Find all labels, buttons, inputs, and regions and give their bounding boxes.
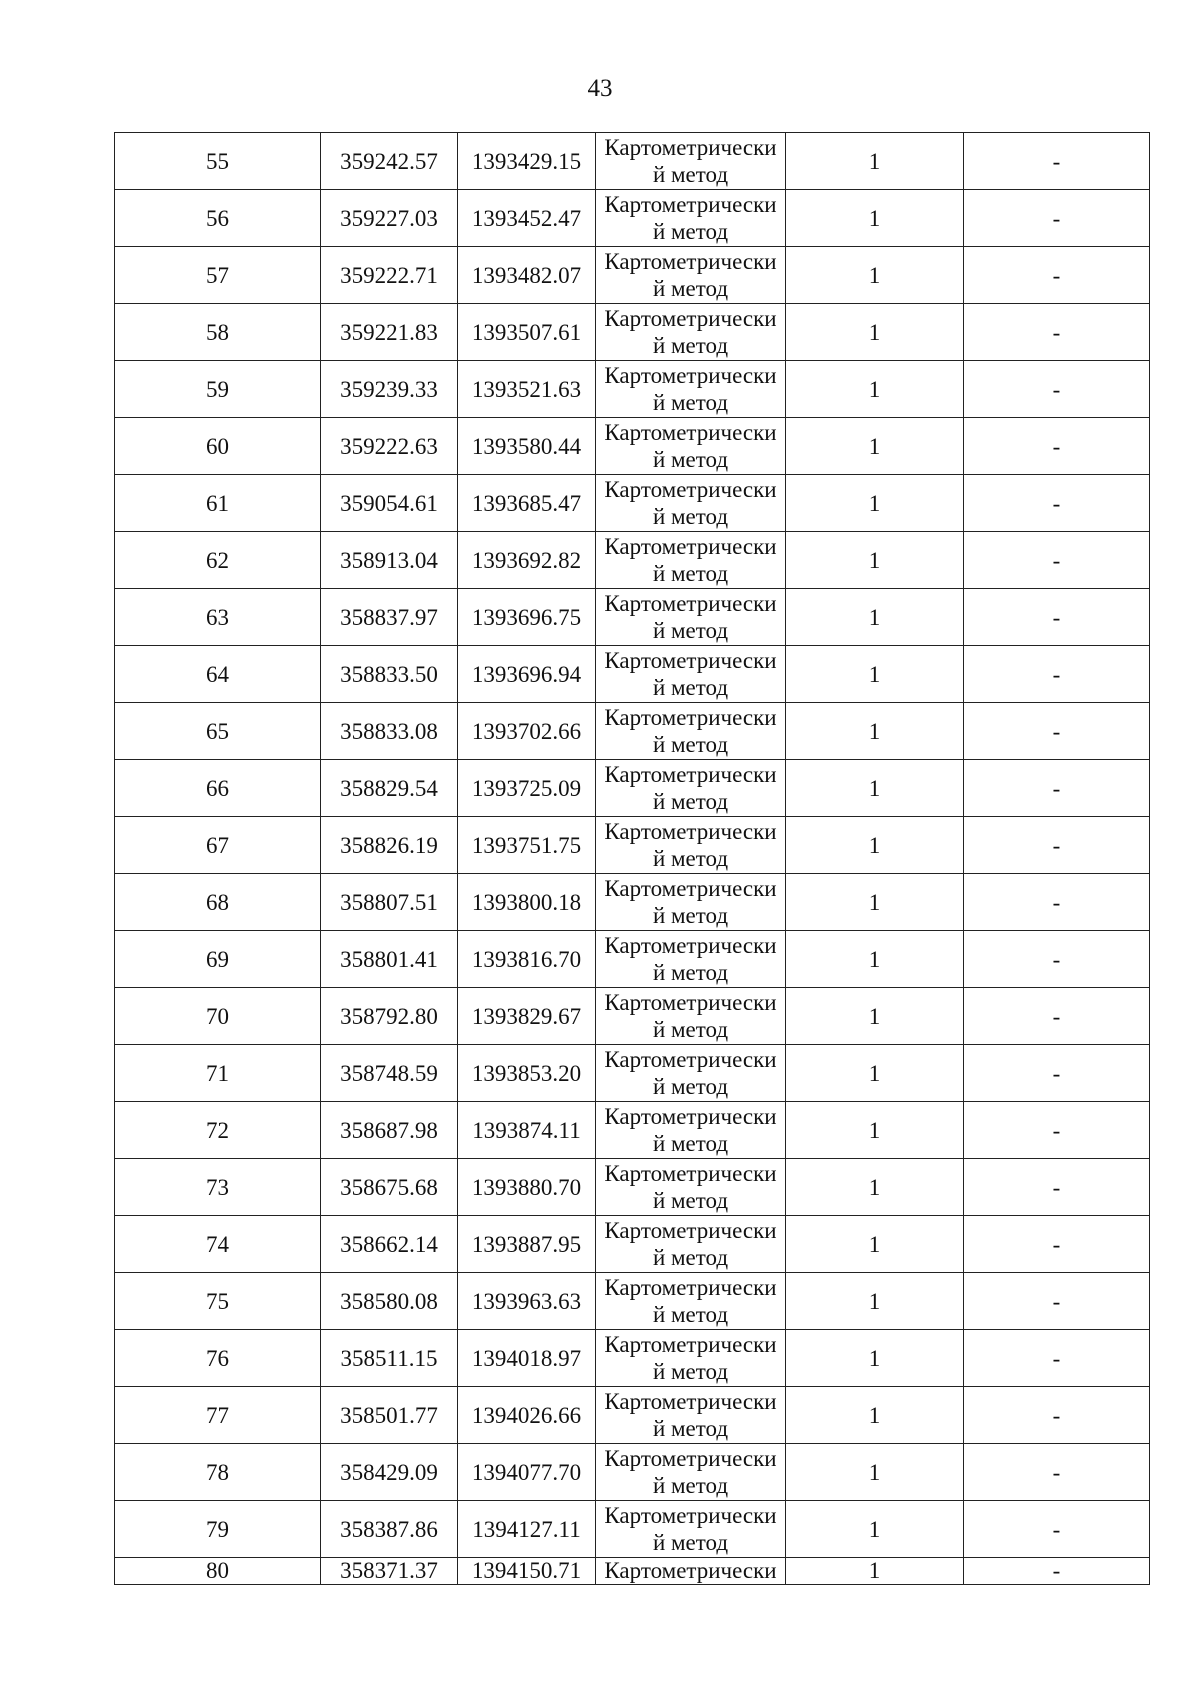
method-line-2: й метод xyxy=(652,1530,729,1555)
point-number-cell: 78 xyxy=(115,1444,321,1501)
accuracy-cell: 1 xyxy=(786,133,964,190)
point-number-cell: 60 xyxy=(115,418,321,475)
y-coordinate-cell: 1393751.75 xyxy=(458,817,596,874)
accuracy-cell: 1 xyxy=(786,931,964,988)
method-line-2: й метод xyxy=(652,1188,729,1213)
point-number-cell: 65 xyxy=(115,703,321,760)
accuracy-cell: 1 xyxy=(786,589,964,646)
method-line-1: Картометрически xyxy=(604,306,777,331)
description-cell: - xyxy=(964,532,1150,589)
description-cell: - xyxy=(964,190,1150,247)
table-row xyxy=(115,418,1150,475)
point-number-cell: 71 xyxy=(115,1045,321,1102)
method-line-2: й метод xyxy=(652,561,729,586)
point-number-cell: 67 xyxy=(115,817,321,874)
method-line-1: Картометрически xyxy=(604,534,777,559)
x-coordinate-cell: 358826.19 xyxy=(321,817,458,874)
method-cell xyxy=(596,133,786,190)
point-number-cell: 70 xyxy=(115,988,321,1045)
y-coordinate-cell: 1393880.70 xyxy=(458,1159,596,1216)
accuracy-cell: 1 xyxy=(786,646,964,703)
x-coordinate-cell: 358913.04 xyxy=(321,532,458,589)
accuracy-cell: 1 xyxy=(786,247,964,304)
x-coordinate-cell: 358837.97 xyxy=(321,589,458,646)
method-cell xyxy=(596,1216,786,1273)
method-line-2: й метод xyxy=(652,1416,729,1441)
x-coordinate-cell: 359221.83 xyxy=(321,304,458,361)
method-line-1: Картометрически xyxy=(604,705,777,730)
method-line-1: Картометрически xyxy=(604,648,777,673)
description-cell: - xyxy=(964,1330,1150,1387)
method-line-1: Картометрически xyxy=(604,1558,777,1583)
x-coordinate-cell: 358792.80 xyxy=(321,988,458,1045)
x-coordinate-cell: 358833.08 xyxy=(321,703,458,760)
accuracy-cell: 1 xyxy=(786,760,964,817)
y-coordinate-cell: 1393482.07 xyxy=(458,247,596,304)
method-line-2: й метод xyxy=(652,504,729,529)
x-coordinate-cell: 359227.03 xyxy=(321,190,458,247)
x-coordinate-cell: 358807.51 xyxy=(321,874,458,931)
method-cell xyxy=(596,1558,786,1585)
method-cell xyxy=(596,817,786,874)
table-row xyxy=(115,190,1150,247)
y-coordinate-cell: 1393521.63 xyxy=(458,361,596,418)
description-cell: - xyxy=(964,1102,1150,1159)
method-cell xyxy=(596,1159,786,1216)
description-cell: - xyxy=(964,1558,1150,1585)
method-line-2: й метод xyxy=(652,903,729,928)
point-number-cell: 58 xyxy=(115,304,321,361)
table-row xyxy=(115,703,1150,760)
method-line-2: й метод xyxy=(652,732,729,757)
method-line-2: й метод xyxy=(652,219,729,244)
point-number-cell: 73 xyxy=(115,1159,321,1216)
table-row xyxy=(115,1159,1150,1216)
y-coordinate-cell: 1393696.94 xyxy=(458,646,596,703)
method-cell xyxy=(596,1387,786,1444)
method-cell xyxy=(596,1102,786,1159)
accuracy-cell: 1 xyxy=(786,1558,964,1585)
table-row xyxy=(115,1387,1150,1444)
accuracy-cell: 1 xyxy=(786,304,964,361)
description-cell: - xyxy=(964,703,1150,760)
y-coordinate-cell: 1394077.70 xyxy=(458,1444,596,1501)
table-row xyxy=(115,817,1150,874)
description-cell: - xyxy=(964,361,1150,418)
description-cell: - xyxy=(964,874,1150,931)
y-coordinate-cell: 1393874.11 xyxy=(458,1102,596,1159)
point-number-cell: 68 xyxy=(115,874,321,931)
point-number-cell: 76 xyxy=(115,1330,321,1387)
x-coordinate-cell: 358429.09 xyxy=(321,1444,458,1501)
table-row xyxy=(115,589,1150,646)
description-cell: - xyxy=(964,133,1150,190)
coordinates-table-body xyxy=(115,133,1150,1585)
method-cell xyxy=(596,304,786,361)
point-number-cell: 61 xyxy=(115,475,321,532)
accuracy-cell: 1 xyxy=(786,190,964,247)
table-row xyxy=(115,760,1150,817)
description-cell: - xyxy=(964,817,1150,874)
description-cell: - xyxy=(964,646,1150,703)
y-coordinate-cell: 1393429.15 xyxy=(458,133,596,190)
point-number-cell: 80 xyxy=(115,1558,321,1585)
y-coordinate-cell: 1394127.11 xyxy=(458,1501,596,1558)
method-line-1: Картометрически xyxy=(604,249,777,274)
point-number-cell: 79 xyxy=(115,1501,321,1558)
y-coordinate-cell: 1393685.47 xyxy=(458,475,596,532)
method-line-2: й метод xyxy=(652,390,729,415)
point-number-cell: 55 xyxy=(115,133,321,190)
method-line-1: Картометрически xyxy=(604,876,777,901)
method-line-2: й метод xyxy=(652,1245,729,1270)
accuracy-cell: 1 xyxy=(786,988,964,1045)
y-coordinate-cell: 1393452.47 xyxy=(458,190,596,247)
description-cell: - xyxy=(964,1045,1150,1102)
table-row xyxy=(115,1045,1150,1102)
method-line-1: Картометрически xyxy=(604,1446,777,1471)
x-coordinate-cell: 358662.14 xyxy=(321,1216,458,1273)
point-number-cell: 72 xyxy=(115,1102,321,1159)
description-cell: - xyxy=(964,418,1150,475)
method-cell xyxy=(596,1501,786,1558)
table-row xyxy=(115,532,1150,589)
accuracy-cell: 1 xyxy=(786,532,964,589)
y-coordinate-cell: 1394026.66 xyxy=(458,1387,596,1444)
table-row xyxy=(115,1558,1150,1585)
x-coordinate-cell: 359222.71 xyxy=(321,247,458,304)
y-coordinate-cell: 1393816.70 xyxy=(458,931,596,988)
accuracy-cell: 1 xyxy=(786,1330,964,1387)
point-number-cell: 64 xyxy=(115,646,321,703)
method-cell xyxy=(596,190,786,247)
x-coordinate-cell: 359239.33 xyxy=(321,361,458,418)
accuracy-cell: 1 xyxy=(786,1102,964,1159)
accuracy-cell: 1 xyxy=(786,475,964,532)
y-coordinate-cell: 1394150.71 xyxy=(458,1558,596,1585)
method-cell xyxy=(596,361,786,418)
method-cell xyxy=(596,703,786,760)
x-coordinate-cell: 359242.57 xyxy=(321,133,458,190)
method-line-1: Картометрически xyxy=(604,420,777,445)
table-row xyxy=(115,361,1150,418)
method-cell xyxy=(596,1330,786,1387)
y-coordinate-cell: 1393829.67 xyxy=(458,988,596,1045)
method-cell xyxy=(596,418,786,475)
accuracy-cell: 1 xyxy=(786,1273,964,1330)
table-row xyxy=(115,247,1150,304)
method-cell xyxy=(596,1045,786,1102)
description-cell: - xyxy=(964,1444,1150,1501)
y-coordinate-cell: 1393692.82 xyxy=(458,532,596,589)
description-cell: - xyxy=(964,988,1150,1045)
accuracy-cell: 1 xyxy=(786,1159,964,1216)
description-cell: - xyxy=(964,1387,1150,1444)
method-line-2: й метод xyxy=(652,447,729,472)
method-cell xyxy=(596,874,786,931)
table-row xyxy=(115,475,1150,532)
page-number: 43 xyxy=(587,75,613,102)
x-coordinate-cell: 358829.54 xyxy=(321,760,458,817)
method-cell xyxy=(596,1444,786,1501)
method-cell xyxy=(596,760,786,817)
method-line-1: Картометрически xyxy=(604,1161,777,1186)
description-cell: - xyxy=(964,589,1150,646)
method-line-2: й метод xyxy=(652,1131,729,1156)
method-line-2: й метод xyxy=(652,789,729,814)
method-cell xyxy=(596,475,786,532)
accuracy-cell: 1 xyxy=(786,874,964,931)
method-cell xyxy=(596,247,786,304)
point-number-cell: 62 xyxy=(115,532,321,589)
method-line-2: й метод xyxy=(652,162,729,187)
table-row xyxy=(115,304,1150,361)
y-coordinate-cell: 1393887.95 xyxy=(458,1216,596,1273)
y-coordinate-cell: 1393853.20 xyxy=(458,1045,596,1102)
method-line-1: Картометрически xyxy=(604,135,777,160)
accuracy-cell: 1 xyxy=(786,1501,964,1558)
description-cell: - xyxy=(964,1501,1150,1558)
point-number-cell: 66 xyxy=(115,760,321,817)
y-coordinate-cell: 1393507.61 xyxy=(458,304,596,361)
x-coordinate-cell: 358801.41 xyxy=(321,931,458,988)
method-line-2: й метод xyxy=(652,1302,729,1327)
method-line-1: Картометрически xyxy=(604,819,777,844)
method-cell xyxy=(596,1273,786,1330)
method-line-1: Картометрически xyxy=(604,1332,777,1357)
method-line-1: Картометрически xyxy=(604,762,777,787)
point-number-cell: 74 xyxy=(115,1216,321,1273)
x-coordinate-cell: 358387.86 xyxy=(321,1501,458,1558)
method-line-1: Картометрически xyxy=(604,990,777,1015)
description-cell: - xyxy=(964,760,1150,817)
method-line-2: й метод xyxy=(652,618,729,643)
y-coordinate-cell: 1393702.66 xyxy=(458,703,596,760)
table-row xyxy=(115,988,1150,1045)
description-cell: - xyxy=(964,247,1150,304)
method-line-2: й метод xyxy=(652,333,729,358)
point-number-cell: 69 xyxy=(115,931,321,988)
method-line-1: Картометрически xyxy=(604,363,777,388)
method-line-2: й метод xyxy=(652,1473,729,1498)
accuracy-cell: 1 xyxy=(786,418,964,475)
x-coordinate-cell: 358748.59 xyxy=(321,1045,458,1102)
y-coordinate-cell: 1393800.18 xyxy=(458,874,596,931)
x-coordinate-cell: 358687.98 xyxy=(321,1102,458,1159)
method-line-2: й метод xyxy=(652,1017,729,1042)
method-line-2: й метод xyxy=(652,1074,729,1099)
table-row xyxy=(115,1501,1150,1558)
table-row xyxy=(115,874,1150,931)
method-cell xyxy=(596,532,786,589)
description-cell: - xyxy=(964,1273,1150,1330)
point-number-cell: 75 xyxy=(115,1273,321,1330)
y-coordinate-cell: 1393963.63 xyxy=(458,1273,596,1330)
point-number-cell: 63 xyxy=(115,589,321,646)
y-coordinate-cell: 1393696.75 xyxy=(458,589,596,646)
method-line-1: Картометрически xyxy=(604,192,777,217)
x-coordinate-cell: 358501.77 xyxy=(321,1387,458,1444)
table-row xyxy=(115,133,1150,190)
x-coordinate-cell: 358511.15 xyxy=(321,1330,458,1387)
method-line-1: Картометрически xyxy=(604,477,777,502)
x-coordinate-cell: 359222.63 xyxy=(321,418,458,475)
y-coordinate-cell: 1393580.44 xyxy=(458,418,596,475)
accuracy-cell: 1 xyxy=(786,1444,964,1501)
method-line-2: й метод xyxy=(652,960,729,985)
description-cell: - xyxy=(964,1159,1150,1216)
point-number-cell: 57 xyxy=(115,247,321,304)
table-row xyxy=(115,1444,1150,1501)
point-number-cell: 59 xyxy=(115,361,321,418)
accuracy-cell: 1 xyxy=(786,1387,964,1444)
method-cell xyxy=(596,589,786,646)
x-coordinate-cell: 358580.08 xyxy=(321,1273,458,1330)
method-cell xyxy=(596,988,786,1045)
y-coordinate-cell: 1393725.09 xyxy=(458,760,596,817)
method-cell xyxy=(596,931,786,988)
point-number-cell: 56 xyxy=(115,190,321,247)
method-line-1: Картометрически xyxy=(604,1104,777,1129)
table-row xyxy=(115,1102,1150,1159)
method-line-2: й метод xyxy=(652,675,729,700)
method-line-1: Картометрически xyxy=(604,1503,777,1528)
table-row xyxy=(115,646,1150,703)
method-cell xyxy=(596,646,786,703)
method-line-2: й метод xyxy=(652,276,729,301)
y-coordinate-cell: 1394018.97 xyxy=(458,1330,596,1387)
method-line-1: Картометрически xyxy=(604,1275,777,1300)
table-row xyxy=(115,1273,1150,1330)
point-number-cell: 77 xyxy=(115,1387,321,1444)
coordinates-table xyxy=(114,132,1150,1585)
method-line-2: й метод xyxy=(652,846,729,871)
description-cell: - xyxy=(964,475,1150,532)
table-row xyxy=(115,1330,1150,1387)
accuracy-cell: 1 xyxy=(786,361,964,418)
accuracy-cell: 1 xyxy=(786,703,964,760)
method-line-1: Картометрически xyxy=(604,1218,777,1243)
table-row xyxy=(115,1216,1150,1273)
x-coordinate-cell: 358833.50 xyxy=(321,646,458,703)
description-cell: - xyxy=(964,931,1150,988)
method-line-1: Картометрически xyxy=(604,1047,777,1072)
table-row xyxy=(115,931,1150,988)
accuracy-cell: 1 xyxy=(786,817,964,874)
description-cell: - xyxy=(964,304,1150,361)
method-line-1: Картометрически xyxy=(604,1389,777,1414)
description-cell: - xyxy=(964,1216,1150,1273)
x-coordinate-cell: 358371.37 xyxy=(321,1558,458,1585)
method-line-1: Картометрически xyxy=(604,591,777,616)
method-line-1: Картометрически xyxy=(604,933,777,958)
x-coordinate-cell: 358675.68 xyxy=(321,1159,458,1216)
accuracy-cell: 1 xyxy=(786,1216,964,1273)
x-coordinate-cell: 359054.61 xyxy=(321,475,458,532)
method-line-2: й метод xyxy=(652,1359,729,1384)
accuracy-cell: 1 xyxy=(786,1045,964,1102)
